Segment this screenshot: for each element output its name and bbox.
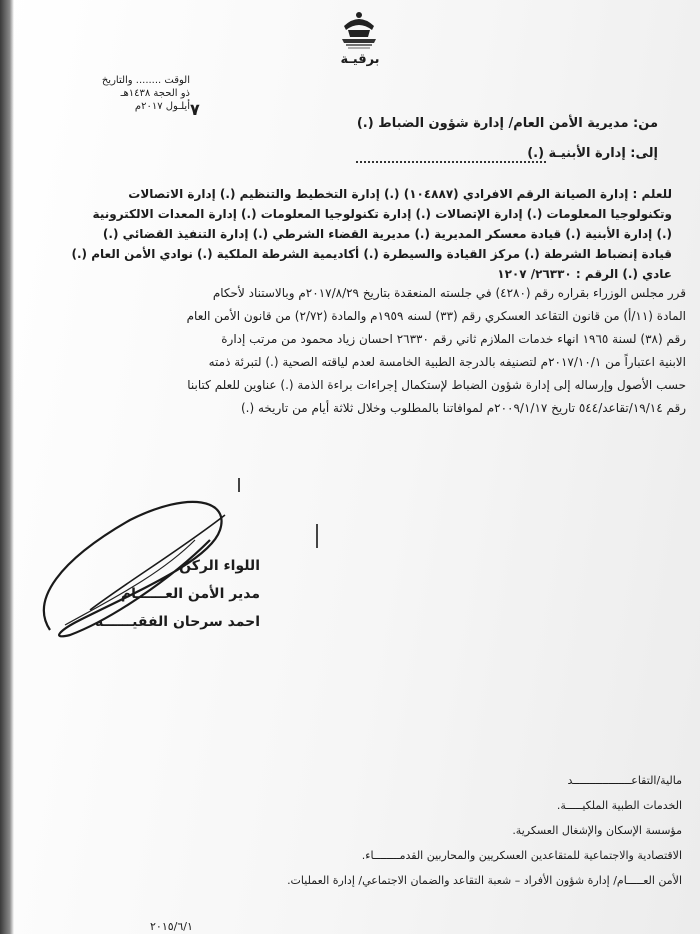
handwritten-day-marker: ٧ bbox=[190, 100, 200, 119]
date-block bbox=[80, 74, 190, 113]
hijri-date: ذو الحجة ١٤٣٨هـ bbox=[120, 88, 190, 99]
distribution-item: مؤسسة الإسكان والإشغال العسكرية. bbox=[512, 824, 682, 837]
gregorian-date: أيلـول ٢٠١٧م bbox=[134, 101, 190, 112]
body-line: المادة (١١/أ) من قانون التقاعد العسكري رقم (٣٣) لسنه ١٩٥٩م والمادة (٢/٧٢) من قانون الأمن العام bbox=[186, 309, 686, 323]
to-line: إلى: إدارة الأبنيـة (.) bbox=[527, 146, 658, 161]
pen-mark bbox=[316, 524, 318, 548]
time-date-label: الوقت ........ والتاريخ bbox=[101, 75, 190, 86]
distribution-item: مالية/التقاعــــــــــــــــــد bbox=[567, 774, 682, 787]
signatory-name: احمد سرحان الفقيــــــه bbox=[94, 614, 260, 630]
cc-line: قيادة إنضباط الشرطة (.) مركز القيادة والسيطرة (.) أكاديمية الشرطة الملكية (.) نوادي الأمن العام (.) bbox=[71, 247, 672, 261]
body-line: رقم ١٩/١٤/تقاعد/٥٤٤ تاريخ ٢٠٠٩/١/١٧م لموافاتنا بالمطلوب وخلال ثلاثة أيام من تاريخه (.) bbox=[240, 401, 686, 415]
distribution-item: الاقتصادية والاجتماعية للمتقاعدين العسكريين والمحاربين القدمــــــــاء. bbox=[361, 849, 682, 862]
from-line: من: مديرية الأمن العام/ إدارة شؤون الضباط (.) bbox=[356, 116, 658, 131]
signature-block bbox=[95, 552, 260, 636]
royal-crown-emblem-icon bbox=[336, 6, 382, 52]
reference-number-line: عادي (.) الرقم : ٢٦٣٣٠/ ١٢٠٧ bbox=[497, 267, 672, 281]
body-line: الابنية اعتباراً من ٢٠١٧/١٠/١م لتصنيفه بالدرجة الطبية الخامسة لعدم لياقته الصحية (.) لتبرئة ذمته bbox=[208, 355, 686, 369]
cc-line: للعلم : إدارة الصيانة الرقم الافرادي (١٠٤٨٨٧) (.) إدارة التخطيط والتنظيم (.) إدارة الاتصالات bbox=[128, 187, 672, 201]
signatory-title: مدير الأمن العــــــام bbox=[120, 586, 260, 602]
distribution-item: الخدمات الطبية الملكيـــــة. bbox=[556, 799, 682, 812]
cc-line: (.) إدارة الأبنية (.) قيادة معسكر المديرية (.) مديرية القضاء الشرطي (.) إدارة التنفيذ القضائي (.) bbox=[102, 227, 672, 241]
cc-recipients-block bbox=[22, 184, 672, 284]
distribution-list bbox=[2, 768, 682, 893]
body-line: رقم (٣٨) لسنة ١٩٦٥ انهاء خدمات الملازم ثاني رقم ٢٦٣٣٠ احسان زياد محمود من مرتب إدارة bbox=[221, 332, 686, 346]
body-text bbox=[6, 282, 686, 420]
distribution-item: الأمن العـــــام/ إدارة شؤون الأفراد – شعبة التقاعد والضمان الاجتماعي/ إدارة العمليات. bbox=[287, 874, 682, 887]
letter-type-title: برقيـة bbox=[340, 52, 380, 67]
cc-line: وتكنولوجيا المعلومات (.) إدارة الإتصالات (.) إدارة تكنولوجيا المعلومات (.) إدارة المعدات الالكترونية bbox=[92, 207, 672, 221]
signatory-rank: اللواء الركن bbox=[179, 558, 260, 574]
body-line: قرر مجلس الوزراء بقراره رقم (٤٢٨٠) في جلسته المنعقدة بتاريخ ٢٠١٧/٨/٢٩م وبالاستناد لأحكام bbox=[212, 286, 686, 300]
to-line-dotted-rule bbox=[356, 161, 546, 163]
footer-date: ٢٠١٥/٦/١ bbox=[150, 920, 193, 933]
body-line: حسب الأصول وإرساله إلى إدارة شؤون الضباط لإستكمال إجراءات براءة الذمة (.) عناوين للعلم كتابنا bbox=[187, 378, 686, 392]
